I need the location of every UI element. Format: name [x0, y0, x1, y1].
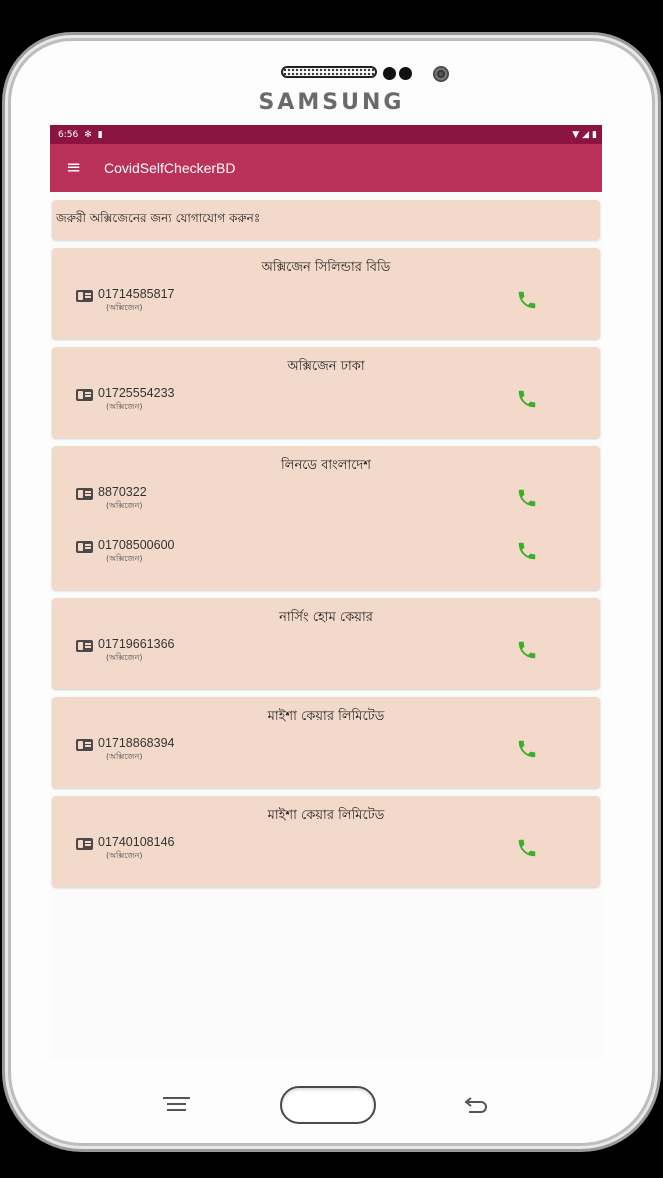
back-arrow-icon [463, 1094, 491, 1116]
sd-card-icon: ▮ [97, 129, 103, 140]
contact-card-icon [76, 290, 93, 302]
contact-label: (অক্সিজেন) [106, 402, 143, 411]
phone-number: 01714585817 [98, 287, 175, 301]
phone-icon [516, 639, 538, 661]
phone-icon [516, 289, 538, 311]
sensor-dot [399, 67, 412, 80]
phone-icon [516, 837, 538, 859]
call-button[interactable] [514, 538, 540, 564]
content [50, 192, 602, 887]
wifi-icon: ▼ [572, 129, 580, 140]
contact-row [52, 386, 600, 430]
contact-row [52, 835, 600, 879]
card-title: নার্সিং হোম কেয়ার [279, 610, 373, 625]
header-text: জরুরী অক্সিজেনের জন্য যোগাযোগ করুনঃ [56, 211, 261, 225]
call-button[interactable] [514, 637, 540, 663]
card-title: অক্সিজেন ঢাকা [287, 359, 365, 374]
app-bar [50, 144, 602, 192]
call-button[interactable] [514, 386, 540, 412]
contact-card-icon [76, 389, 93, 401]
contact-card-icon [76, 541, 93, 553]
supplier-card [52, 347, 600, 438]
phone-icon [516, 487, 538, 509]
speaker-grille [281, 66, 377, 78]
contact-label: (অক্সিজেন) [106, 851, 143, 860]
phone-number: 01718868394 [98, 736, 175, 750]
card-title: মাইশা কেয়ার লিমিটেড [267, 808, 385, 823]
back-button[interactable] [463, 1094, 491, 1116]
contact-label: (অক্সিজেন) [106, 752, 143, 761]
status-time: 6:56 [58, 129, 79, 140]
menu-icon[interactable]: ≡ [66, 157, 82, 178]
contact-card-icon [76, 838, 93, 850]
card-title: মাইশা কেয়ার লিমিটেড [267, 709, 385, 724]
front-camera [433, 66, 449, 82]
contact-card-icon [76, 640, 93, 652]
contact-card-icon [76, 488, 93, 500]
call-button[interactable] [514, 287, 540, 313]
battery-icon: ▮ [592, 129, 597, 140]
supplier-card [52, 598, 600, 689]
supplier-card [52, 248, 600, 339]
app-title: CovidSelfCheckerBD [104, 160, 236, 176]
call-button[interactable] [514, 835, 540, 861]
phone-number: 01708500600 [98, 538, 175, 552]
home-button[interactable] [280, 1086, 376, 1124]
card-title: লিনডে বাংলাদেশ [281, 458, 371, 473]
card-title: অক্সিজেন সিলিন্ডার বিডি [261, 260, 391, 275]
contact-row [52, 736, 600, 780]
phone-number: 01719661366 [98, 637, 175, 651]
phone-icon [516, 738, 538, 760]
call-button[interactable] [514, 485, 540, 511]
contact-row [52, 287, 600, 331]
contact-label: (অক্সিজেন) [106, 554, 143, 563]
phone-icon [516, 388, 538, 410]
call-button[interactable] [514, 736, 540, 762]
supplier-card [52, 697, 600, 788]
sensor-dot [383, 67, 396, 80]
contact-card-icon [76, 739, 93, 751]
contact-row [52, 538, 600, 582]
phone-number: 01740108146 [98, 835, 175, 849]
signal-icon: ◢ [582, 129, 590, 140]
screen [50, 125, 602, 1060]
phone-number: 8870322 [98, 485, 147, 499]
supplier-card [52, 446, 600, 590]
phone-number: 01725554233 [98, 386, 175, 400]
recent-apps-button[interactable] [163, 1097, 190, 1115]
contact-label: (অক্সিজেন) [106, 501, 143, 510]
contact-label: (অক্সিজেন) [106, 653, 143, 662]
status-bar [50, 125, 602, 144]
gear-icon: ✻ [84, 129, 92, 140]
supplier-card [52, 796, 600, 887]
contact-row [52, 485, 600, 529]
contact-label: (অক্সিজেন) [106, 303, 143, 312]
phone-icon [516, 540, 538, 562]
device-brand: SAMSUNG [258, 90, 405, 115]
contact-row [52, 637, 600, 681]
header-card [52, 200, 600, 240]
